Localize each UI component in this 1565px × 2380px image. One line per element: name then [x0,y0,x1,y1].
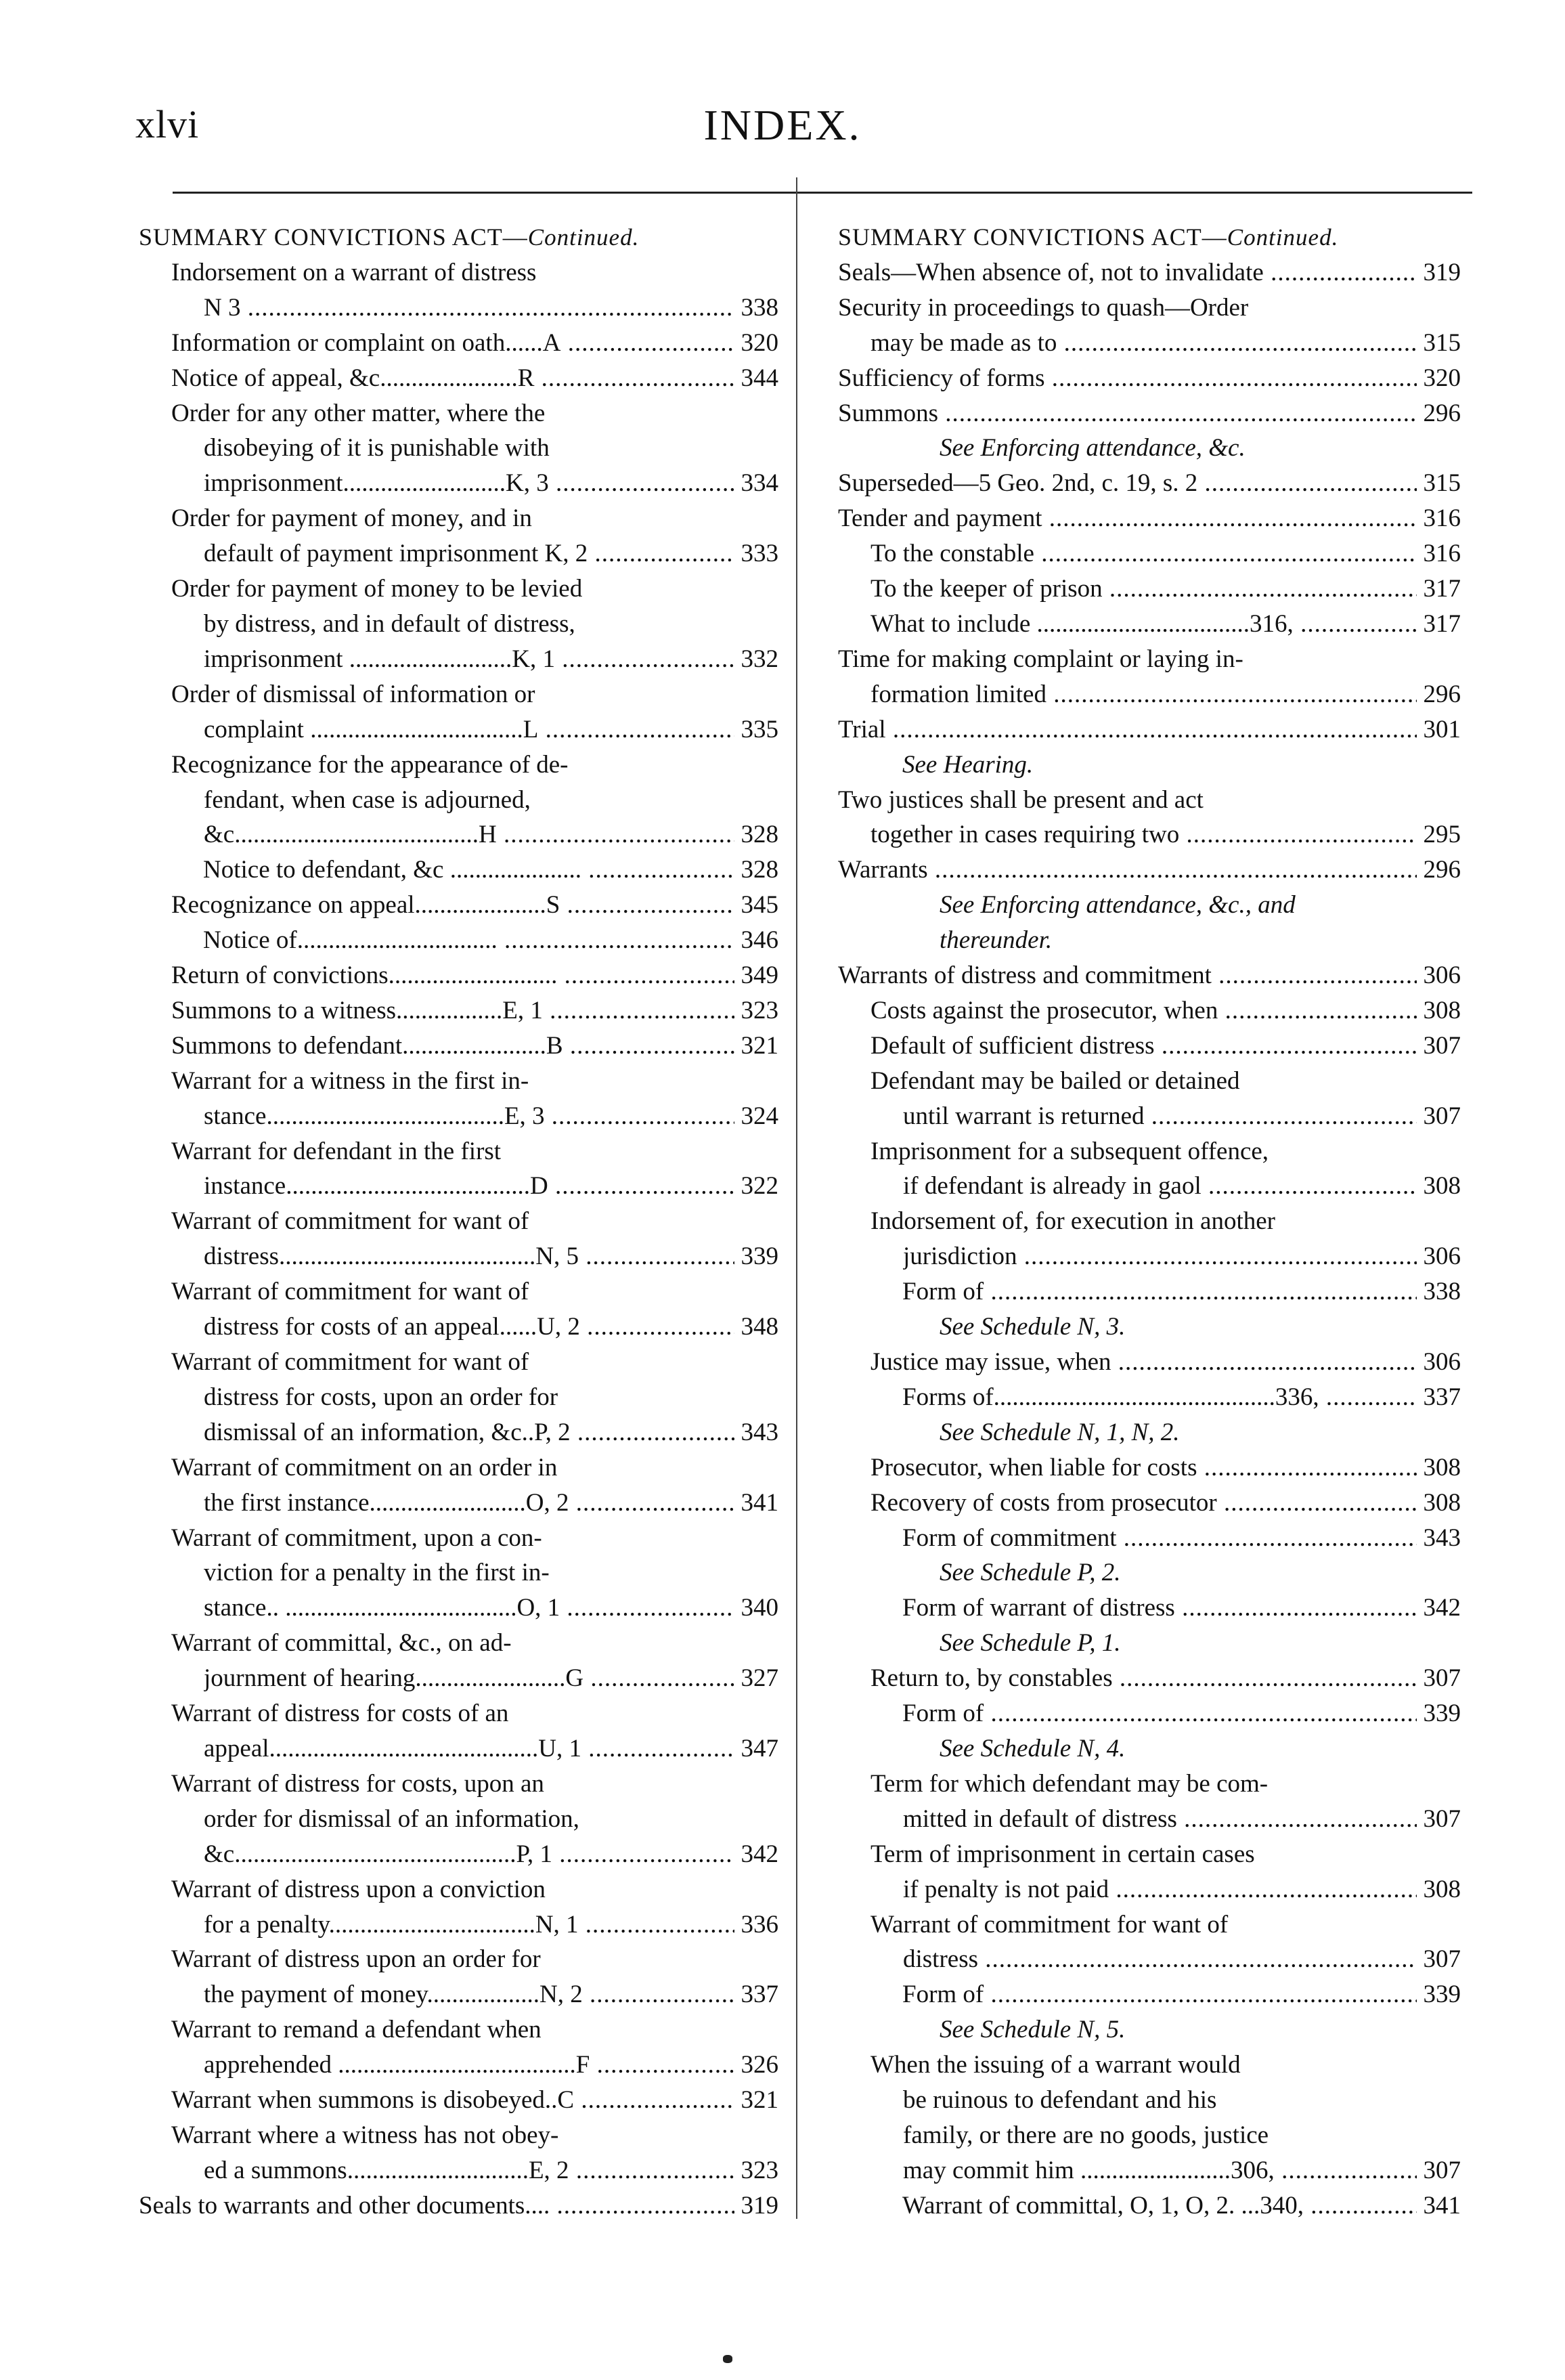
index-entry-page: 342 [734,1837,779,1872]
index-entry-page: 315 [1417,466,1461,501]
index-entry-text: if penalty is not paid ..... [903,1872,1461,1907]
index-entry [139,1345,778,1450]
index-entry-page: 319 [1417,255,1461,290]
index-entry-text: Recovery of costs from prosecutor ..... [870,1486,1461,1521]
page-number: xlvi [135,102,200,146]
index-entry-page: 321 [734,1029,779,1064]
index-entry [139,326,778,361]
index-entry-text: Imprisonment for a subsequent offence, [870,1137,1269,1165]
index-entry-page: 334 [734,466,779,501]
index-entry-page: 307 [1417,1802,1461,1837]
index-entry [139,1872,778,1943]
index-entry-text: stance.. .....................................O, 1 ..... [204,1591,778,1626]
index-entry [139,677,778,748]
index-entry-text: by distress, and in default of distress, [204,609,575,638]
column-heading-title: SUMMARY CONVICTIONS ACT— [139,223,528,251]
index-entry-text: Two justices shall be present and act [838,785,1204,814]
index-entry-page: 307 [1417,1029,1461,1064]
index-entry [139,748,778,853]
index-entry [838,852,1461,888]
index-entry [139,571,778,677]
index-entry-text: dismissal of an information, &c..P, 2 ..... [204,1415,778,1450]
index-entry-text: complaint ..................................L ..... [204,712,778,748]
index-entry-page: 322 [734,1169,779,1204]
index-entry-page: 306 [1417,958,1461,993]
index-entry [838,1029,1461,1064]
index-entry [139,1134,778,1205]
index-entry [838,466,1461,501]
index-entry-text: the first instance.........................O, 2 ..... [204,1486,778,1521]
column-heading-continued: Continued. [527,224,640,251]
index-entry-text: Return to, by constables ..... [870,1661,1461,1696]
index-entry-text: Warrants ..... [838,852,1461,888]
index-entry [838,1064,1461,1134]
index-entry-text: Order for payment of money to be levied [171,575,583,603]
index-entry-text: Time for making complaint or laying in- [838,645,1243,673]
page-title: INDEX. [703,101,862,149]
column-heading [139,220,778,255]
index-entry [838,2188,1461,2224]
index-entry-page: 308 [1417,1450,1461,1486]
index-entry-text: Warrant of commitment, upon a con- [171,1523,542,1552]
index-entry-text: distress for costs of an appeal......U, 2 ..... [204,1310,778,1345]
index-entry-text: Warrant of commitment on an order in [171,1453,558,1481]
index-entry-page: 316 [1417,501,1461,536]
index-entry-text: distress for costs, upon an order for [204,1383,558,1411]
index-entry-text: Summons ..... [838,396,1461,431]
index-entry-text: Warrant of commitment for want of [171,1207,529,1236]
index-entry [838,1907,1461,1978]
index-entry [838,1521,1461,1556]
index-entry-page: 308 [1417,1486,1461,1521]
index-entry-page: 341 [1417,2188,1461,2224]
index-entry-page: 337 [734,1977,779,2012]
index-entry [838,993,1461,1029]
left-column [139,220,778,2224]
index-entry [838,783,1461,853]
index-entry [139,1942,778,2012]
index-entry-page: 324 [734,1099,779,1134]
index-entry [139,1064,778,1134]
index-entry [838,255,1461,290]
index-entry-text: Summons to defendant.......................B ..... [171,1029,778,1064]
index-entry [838,1134,1461,1205]
index-entry-text: Warrant of commitment for want of [870,1910,1229,1939]
index-entry-page: 319 [734,2188,779,2224]
index-entry [139,888,778,923]
index-entry-page: 344 [734,361,779,396]
index-entry [838,1310,1461,1345]
index-entry-text: disobeying of it is punishable with [204,434,550,462]
index-entry-page: 326 [734,2048,779,2083]
index-entry-page: 308 [1417,1872,1461,1907]
index-entry-text: Order for any other matter, where the [171,399,546,427]
index-entry-text: be ruinous to defendant and his [903,2086,1217,2115]
index-entry-text: See Schedule N, 4. [940,1734,1126,1762]
column-heading [838,220,1461,255]
index-entry [838,571,1461,607]
index-entry [838,1767,1461,1837]
index-entry-text: viction for a penalty in the first in- [204,1559,550,1587]
index-entry-text: appeal...........................................U, 1 ..... [204,1731,778,1767]
index-entry-page: 339 [1417,1977,1461,2012]
index-entry-text: Warrant of commitment for want of [171,1278,529,1306]
index-entry-text: &c.............................................P, 1 ..... [204,1837,778,1872]
index-entry [838,1274,1461,1310]
index-entry [838,1661,1461,1696]
index-entry-page: 323 [734,993,779,1029]
index-entry-text: default of payment imprisonment K, 2 ..... [204,536,778,571]
index-entry-text: See Schedule P, 1. [940,1629,1121,1658]
index-entry-text: Tender and payment ..... [838,501,1461,536]
index-entry-text: journment of hearing........................G ..... [204,1661,778,1696]
index-entry-text: Indorsement of, for execution in another [870,1207,1275,1236]
index-entry-text: the payment of money..................N, 2 ..... [204,1977,778,2012]
index-entry-text: Order for payment of money, and in [171,504,532,533]
index-entry-text: See Schedule N, 1, N, 2. [940,1418,1180,1446]
index-entry-text: N 3 ..... [204,290,778,326]
index-entry-page: 316 [1417,536,1461,571]
index-entry-text: Forms of.............................................336, ..... [902,1380,1461,1415]
index-entry [139,993,778,1029]
index-entry-text: Summons to a witness.................E, 1 ..... [171,993,778,1029]
index-entry-text: Warrant to remand a defendant when [171,2016,542,2044]
index-entry [838,607,1461,642]
index-entry [838,1555,1461,1591]
index-entry [139,1274,778,1345]
index-entry-page: 328 [734,817,779,852]
index-entry-page: 307 [1417,1942,1461,1977]
index-entry-text: Security in proceedings to quash—Order [838,293,1249,322]
index-entry-page: 346 [734,923,779,958]
index-entry-page: 308 [1417,1169,1461,1204]
index-entry-text: Return of convictions........................... ..... [171,958,778,993]
index-entry-text: family, or there are no goods, justice [903,2121,1269,2149]
index-entry-text: Seals—When absence of, not to invalidate ..... [838,255,1461,290]
index-entry [838,290,1461,361]
index-entry-text: Prosecutor, when liable for costs ..... [870,1450,1461,1486]
index-entry [838,1731,1461,1767]
index-entry-text: What to include ..................................316, ..... [870,607,1461,642]
index-entry-text: Notice of................................ ..... [203,923,778,958]
index-entry-page: 320 [734,326,779,361]
index-entry-text: Warrants of distress and commitment ..... [838,958,1461,993]
index-entry-text: imprisonment..........................K, 3 ..... [204,466,778,501]
index-entry-text: distress ..... [903,1942,1461,1977]
index-entry [838,501,1461,536]
index-entry-page: 349 [734,958,779,993]
index-entry-page: 317 [1417,571,1461,607]
index-entry-page: 332 [734,642,779,677]
index-entry-text: To the keeper of prison ..... [870,571,1461,607]
index-entry-page: 296 [1417,677,1461,712]
index-entry-page: 335 [734,712,779,748]
index-entry-page: 341 [734,1486,779,1521]
index-entry [838,1626,1461,1661]
index-entry-page: 338 [1417,1274,1461,1310]
index-entry [139,2083,778,2118]
column-heading-continued: Continued. [1227,224,1339,251]
index-entry [838,712,1461,748]
index-entry [838,1204,1461,1274]
header-rule [173,192,1472,194]
index-entry [139,1029,778,1064]
index-entry-text: may commit him ........................306, ..... [903,2153,1461,2188]
index-entry-text: may be made as to ..... [870,326,1461,361]
index-entry [139,255,778,326]
index-entry-text: Warrant of distress for costs, upon an [171,1769,544,1798]
index-entry-text: instance.......................................D ..... [204,1169,778,1204]
index-entry [139,396,778,502]
index-entry-text: Term for which defendant may be com- [870,1769,1269,1798]
index-entry-text: Form of ..... [902,1977,1461,2012]
index-entry [838,642,1461,712]
index-entry [838,1486,1461,1521]
index-entry-text: Recognizance for the appearance of de- [171,750,569,779]
index-entry-page: 317 [1417,607,1461,642]
index-entry-text: Form of ..... [902,1274,1461,1310]
index-entry [838,361,1461,396]
index-entry [139,501,778,571]
index-entry [838,1837,1461,1907]
index-entry-text: Form of commitment ..... [902,1521,1461,1556]
index-entry [139,1626,778,1696]
index-entry [838,1380,1461,1415]
index-entry-text: formation limited ..... [870,677,1461,712]
index-entry-text: distress.........................................N, 5 ..... [204,1239,778,1274]
index-entry [139,2188,778,2224]
index-entry [139,361,778,396]
index-entry-text: Warrant of committal, &c., on ad- [171,1629,512,1658]
index-entry [838,1977,1461,2012]
index-entry-page: 307 [1417,1661,1461,1696]
index-entry [838,2012,1461,2048]
index-entry-text: Order of dismissal of information or [171,680,535,708]
index-entry-text: To the constable ..... [870,536,1461,571]
index-entry-text: See Hearing. [902,750,1034,779]
index-entry [838,431,1461,466]
index-entry-text: Warrant of distress upon an order for [171,1945,541,1974]
index-entry-text: Warrant of commitment for want of [171,1348,529,1376]
index-entry-page: 343 [734,1415,779,1450]
index-entry-text: for a penalty.................................N, 1 ..... [204,1907,778,1943]
index-entry-page: 307 [1417,1099,1461,1134]
index-entry-text: See Schedule N, 5. [940,2016,1126,2044]
column-heading-title: SUMMARY CONVICTIONS ACT— [838,223,1227,251]
index-entry-text: Notice to defendant, &c ..................... ..... [203,852,778,888]
right-column [838,220,1461,2224]
index-entry-text: Justice may issue, when ..... [870,1345,1461,1380]
index-entry-text: See Enforcing attendance, &c., and [940,891,1296,919]
index-entry-text: if defendant is already in gaol ..... [903,1169,1461,1204]
index-entry [139,1767,778,1872]
index-entry-text: imprisonment ..........................K, 1 ..... [204,642,778,677]
index-entry [838,888,1461,958]
index-entry [838,396,1461,431]
index-entry-page: 315 [1417,326,1461,361]
column-divider [796,177,797,2219]
index-entry [139,2012,778,2083]
index-entry-page: 321 [734,2083,779,2118]
index-entry-text: Recognizance on appeal.....................S ..... [171,888,778,923]
index-entry [139,852,778,888]
index-entry-text: fendant, when case is adjourned, [204,785,531,814]
index-entry-page: 337 [1417,1380,1461,1415]
index-entry-text: See Enforcing attendance, &c. [940,434,1246,462]
index-entry-text: Superseded—5 Geo. 2nd, c. 19, s. 2 ..... [838,466,1461,501]
index-entry-text: apprehended ......................................F ..... [204,2048,778,2083]
index-entry [139,1450,778,1521]
index-entry-page: 307 [1417,2153,1461,2188]
index-entry [139,1696,778,1767]
index-entry-text: Seals to warrants and other documents.... ..... [139,2188,778,2224]
index-entry-text: Costs against the prosecutor, when ..... [870,993,1461,1029]
index-entry-text: Warrant of distress upon a conviction [171,1875,546,1903]
index-entry-page: 295 [1417,817,1461,852]
index-entry-page: 339 [1417,1696,1461,1731]
index-entry-text: until warrant is returned ..... [903,1099,1461,1134]
index-entry-text: Warrant of committal, O, 1, O, 2. ...340, ..... [902,2188,1461,2224]
index-entry-text: Warrant for defendant in the first [171,1137,502,1165]
index-entry-page: 339 [734,1239,779,1274]
index-entry-page: 320 [1417,361,1461,396]
index-entry-text: &c.......................................H ..... [204,817,778,852]
index-entry-text: Trial ..... [838,712,1461,748]
index-entry-text: Defendant may be bailed or detained [870,1066,1240,1095]
index-entry-text: Notice of appeal, &c......................R ..... [171,361,778,396]
index-entry-text: Default of sufficient distress ..... [870,1029,1461,1064]
index-entry-text: ed a summons.............................E, 2 ..... [204,2153,778,2188]
index-entry-text: Information or complaint on oath......A ..... [171,326,778,361]
index-entry-page: 336 [734,1907,779,1943]
index-entry-page: 343 [1417,1521,1461,1556]
index-entry-text: When the issuing of a warrant would [870,2051,1241,2079]
index-entry-page: 342 [1417,1591,1461,1626]
index-entry-text: jurisdiction ..... [903,1239,1461,1274]
index-entry [838,748,1461,783]
index-entry-text: See Schedule P, 2. [940,1559,1121,1587]
index-entry [838,1696,1461,1731]
index-entry-text: Indorsement on a warrant of distress [171,258,537,286]
index-entry-text: Warrant for a witness in the first in- [171,1066,529,1095]
index-entry [838,1450,1461,1486]
index-entry-page: 323 [734,2153,779,2188]
index-entry-page: 327 [734,1661,779,1696]
index-entry-page: 296 [1417,852,1461,888]
index-entry-text: order for dismissal of an information, [204,1804,579,1833]
index-entry-text: Form of ..... [902,1696,1461,1731]
index-entry [139,958,778,993]
index-entry-page: 296 [1417,396,1461,431]
index-entry [838,2048,1461,2188]
index-entry-page: 306 [1417,1239,1461,1274]
index-entry-page: 345 [734,888,779,923]
index-entry [838,1345,1461,1380]
index-entry-page: 308 [1417,993,1461,1029]
index-entry-page: 333 [734,536,779,571]
index-entry-page: 340 [734,1591,779,1626]
index-entry-text: thereunder. [940,926,1053,955]
index-entry [838,536,1461,571]
index-entry-page: 347 [734,1731,779,1767]
index-entry-text: Sufficiency of forms ..... [838,361,1461,396]
index-entry-text: stance......................................E, 3 ..... [204,1099,778,1134]
index-entry-page: 301 [1417,712,1461,748]
index-entry-page: 348 [734,1310,779,1345]
index-entry-text: Warrant when summons is disobeyed..C ..... [171,2083,778,2118]
index-entry-text: Warrant where a witness has not obey- [171,2121,559,2149]
page-mark [723,2355,732,2363]
index-entry [139,1204,778,1274]
index-entry [838,958,1461,993]
index-entry-text: together in cases requiring two ..... [870,817,1461,852]
index-entry-page: 328 [734,852,779,888]
index-entry [139,1521,778,1626]
index-entry-page: 338 [734,290,779,326]
index-entry-page: 306 [1417,1345,1461,1380]
index-entry-text: Form of warrant of distress ..... [902,1591,1461,1626]
index-entry [139,2118,778,2188]
index-entry-text: See Schedule N, 3. [940,1313,1126,1341]
index-entry [838,1591,1461,1626]
index-entry [139,923,778,958]
index-entry-text: Warrant of distress for costs of an [171,1700,509,1728]
index-entry-text: mitted in default of distress ..... [903,1802,1461,1837]
index-entry [838,1415,1461,1450]
index-entry-text: Term of imprisonment in certain cases [870,1840,1255,1868]
